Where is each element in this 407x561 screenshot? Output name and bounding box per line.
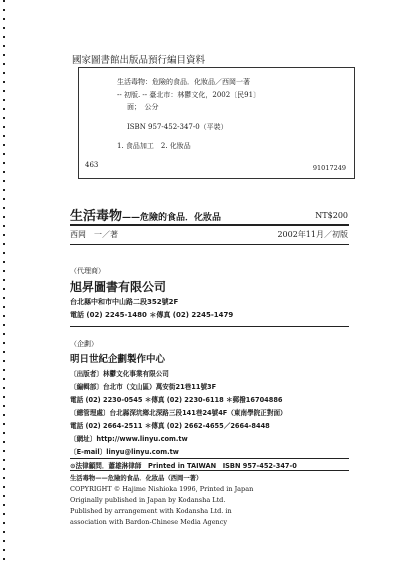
cip-header: 國家圖書館出版品預行編目資料 [72,55,206,66]
book-subtitle: ——危險的食品．化妝品 [122,213,222,223]
cip-class-no: 463 [85,161,99,169]
website-row: 〔網址〕http://www.linyu.com.tw [70,435,188,443]
cip-record-box [78,67,355,179]
author-divider [70,244,349,245]
planning-label: （企劃） [70,340,98,348]
cip-line-2: -- 初版. -- 臺北市：林鬱文化，2002〔民91〕 [117,91,261,99]
agent-divider [70,326,349,327]
copyright-line-3: Published by arrangement with Kodansha Ltd. in [70,507,232,515]
legal-divider-bottom [70,470,349,471]
cip-record-no: 91017249 [312,164,346,172]
cip-isbn: ISBN 957-452-347-0（平裝） [127,123,228,131]
copyright-line-4: association with Bardon-Chinese Media Agency [70,518,228,526]
agent-phone: 電話 (02) 2245-1480 ＊傳真 (02) 2245-1479 [70,311,234,319]
cip-subjects: 1. 食品加工 2. 化妝品 [117,142,191,150]
title-author-line: 生活毒物——危險的食品．化妝品（西岡一著） [70,475,203,482]
email-row: 〔E-mail〕linyu@linyu.com.tw [70,448,179,456]
head-office-row: 〔總管理處〕台北縣深坑鄉北深路三段141巷24號4F（東南學院正對面） [70,409,287,417]
copyright-line-1: COPYRIGHT © Hajime Nishioka 1996, Printed in Japan [70,485,254,493]
copyright-line-2: Originally published in Japan by Kodansha Ltd. [70,496,226,504]
book-price: NT$200 [315,211,348,220]
agent-company: 旭昇圖書有限公司 [70,280,167,294]
book-title-row [70,205,221,224]
legal-divider-top [70,458,349,459]
agent-label: （代理商） [70,267,105,275]
legal-line: ⊙法律顧問．蕭雄淋律師 Printed in TAIWAN ISBN 957-452-347-0 [70,462,297,470]
cip-line-1: 生活毒物：危險的食品．化妝品／西岡一著 [117,78,250,86]
cip-line-3: 面； 公分 [127,103,159,111]
head-office-phone-row: 電話 (02) 2664-2511 ＊傳真 (02) 2662-4655／2664-8448 [70,422,270,430]
title-divider [70,224,349,226]
agent-address: 台北縣中和市中山路二段352號2F [70,298,179,306]
book-edition: 2002年11月／初版 [277,230,348,239]
publisher-row: 〔出版者〕林鬱文化事業有限公司 [70,370,169,378]
editorial-phone-row: 電話 (02) 2230-0545 ＊傳真 (02) 2230-6118 ＊郵撥16704886 [70,396,283,404]
planning-company: 明日世紀企劃製作中心 [70,354,166,365]
book-title: 生活毒物 [70,209,123,224]
book-author: 西岡 一／著 [70,230,118,239]
editorial-address-row: 〔編輯部〕台北市（文山區）萬安街21巷11號3F [70,383,217,391]
binding-holes [3,0,5,561]
